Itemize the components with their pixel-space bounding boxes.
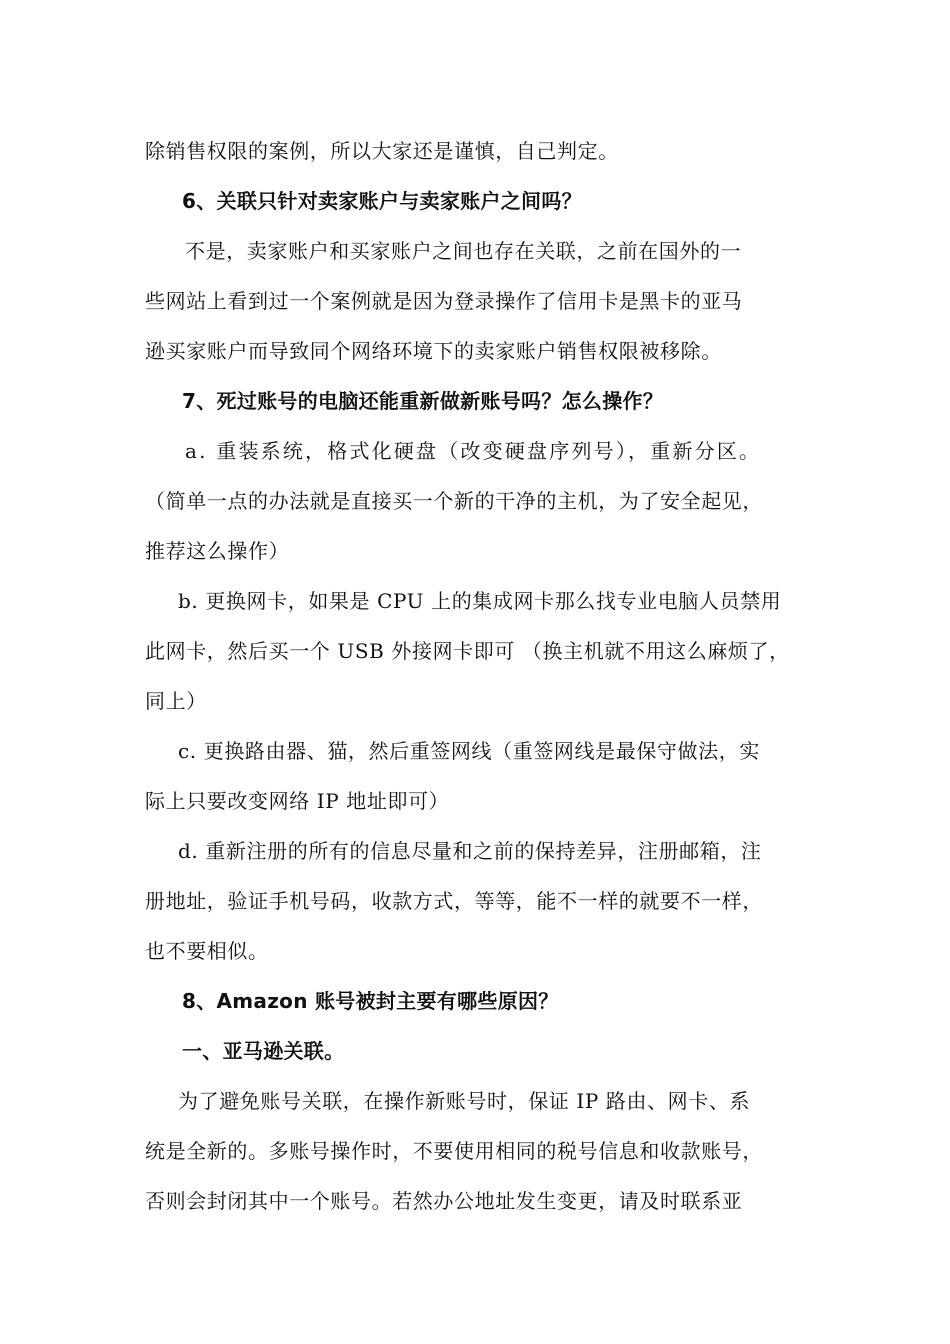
paragraph-line: d. 重新注册的所有的信息尽量和之前的保持差异，注册邮箱，注 (178, 839, 762, 863)
paragraph-line: 此网卡，然后买一个 USB 外接网卡即可 （换主机就不用这么麻烦了， (145, 639, 790, 663)
paragraph-line: c. 更换路由器、猫，然后重签网线（重签网线是最保守做法，实 (178, 739, 760, 763)
paragraph-line: 不是，卖家账户和买家账户之间也存在关联，之前在国外的一 (185, 239, 742, 263)
section-heading: 一、亚马逊关联。 (182, 1039, 345, 1063)
paragraph-line: 些网站上看到过一个案例就是因为登录操作了信用卡是黑卡的亚马 (145, 289, 743, 313)
paragraph-line: 为了避免账号关联，在操作新账号时，保证 IP 路由、网卡、系 (178, 1089, 751, 1113)
paragraph-line: 统是全新的。多账号操作时，不要使用相同的税号信息和收款账号， (145, 1139, 763, 1163)
paragraph-line: 同上） (145, 689, 207, 713)
paragraph-line: 也不要相似。 (145, 939, 269, 963)
paragraph-line: b. 更换网卡，如果是 CPU 上的集成网卡那么找专业电脑人员禁用 (178, 589, 782, 613)
paragraph-line: 逊买家账户而导致同个网络环境下的卖家账户销售权限被移除。 (145, 339, 722, 363)
paragraph-line: 推荐这么操作） (145, 539, 290, 563)
paragraph-line: 除销售权限的案例，所以大家还是谨慎，自己判定。 (145, 139, 619, 163)
paragraph-line: 否则会封闭其中一个账号。若然办公地址发生变更，请及时联系亚 (145, 1189, 743, 1213)
paragraph-line: a. 重装系统，格式化硬盘（改变硬盘序列号），重新分区。 (185, 439, 762, 463)
paragraph-line: 册地址，验证手机号码，收款方式，等等，能不一样的就要不一样， (145, 889, 763, 913)
question-heading-7: 7、死过账号的电脑还能重新做新账号吗？怎么操作？ (182, 389, 664, 413)
question-heading-6: 6、关联只针对卖家账户与卖家账户之间吗？ (182, 189, 582, 213)
paragraph-line: （简单一点的办法就是直接买一个新的干净的主机，为了安全起见， (145, 489, 763, 513)
paragraph-line: 际上只要改变网络 IP 地址即可） (145, 789, 450, 813)
question-heading-8: 8、Amazon 账号被封主要有哪些原因？ (182, 989, 559, 1013)
